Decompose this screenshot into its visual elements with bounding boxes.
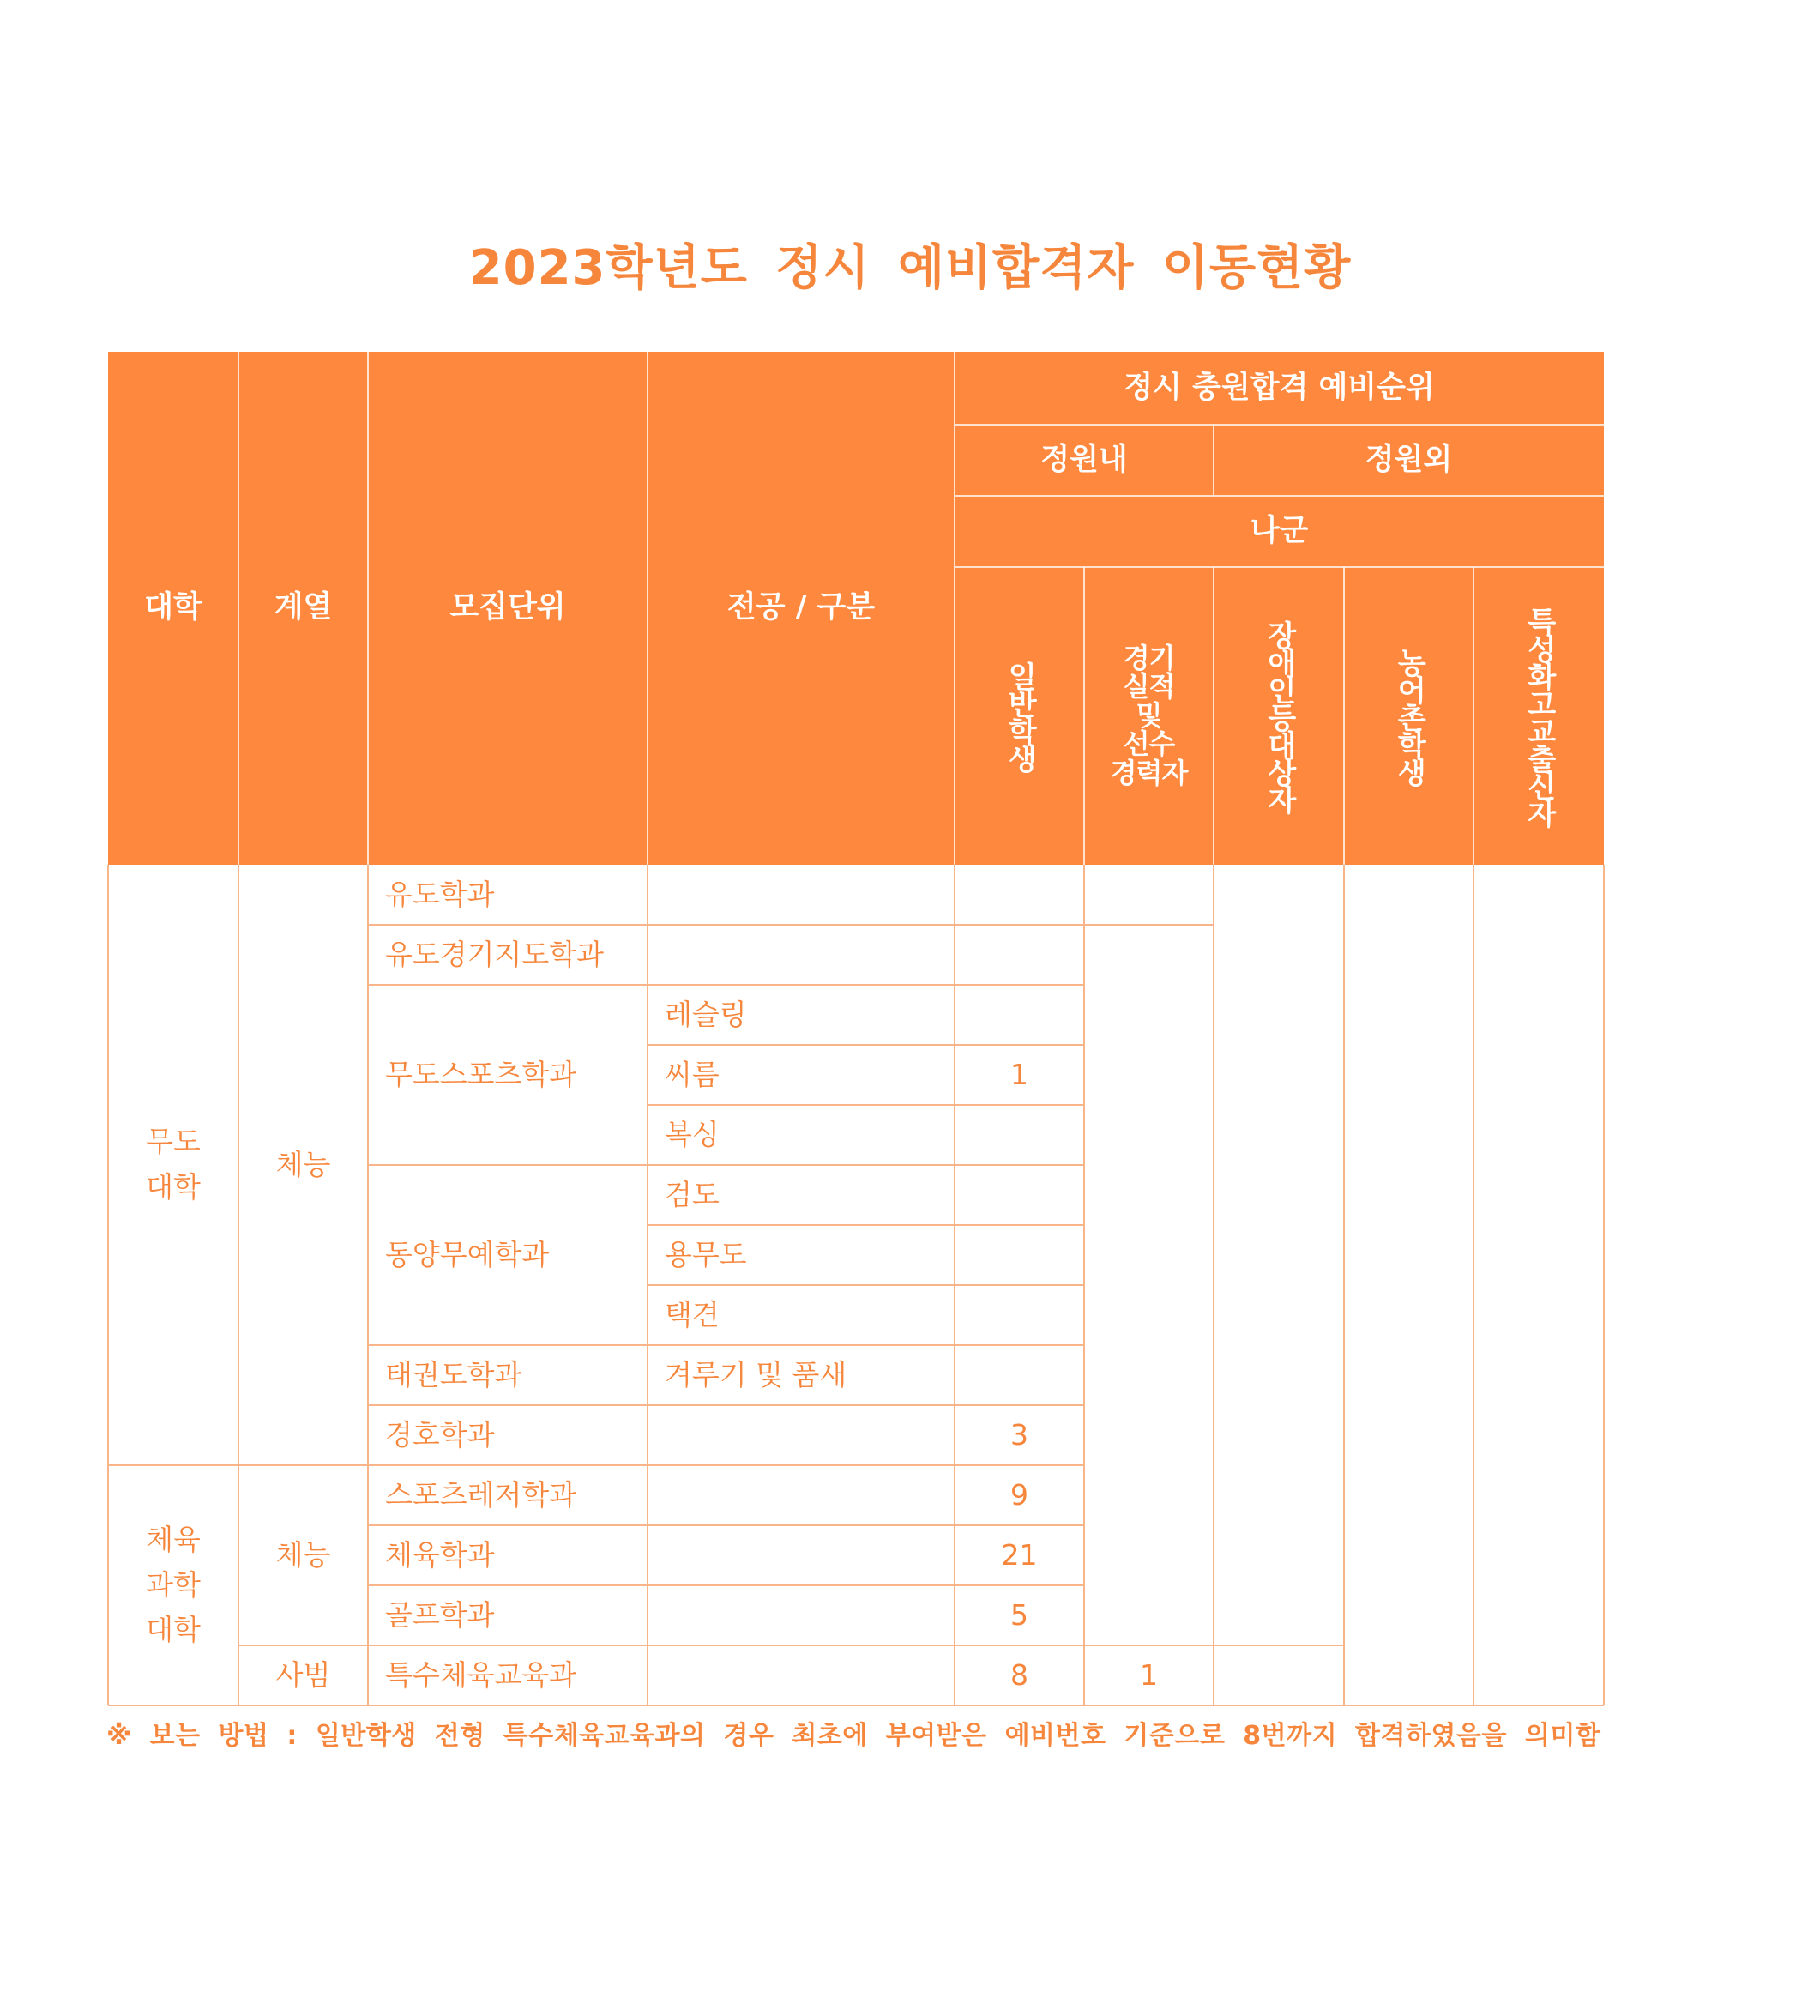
general-value [955,1225,1084,1285]
general-value: 3 [1010,1418,1028,1452]
college-cell: 체육 과학 대학 [146,1522,201,1647]
major-cell [648,1525,955,1585]
major-cell: 레슬링 [665,998,747,1032]
general-value: 9 [1010,1478,1028,1512]
general-value: 8 [1010,1658,1028,1693]
general-value [955,865,1084,925]
header-athlete: 경기 실적 및 선수 경력자 [1110,641,1188,789]
header-special-hs: 특성화고교출신자 [1522,606,1557,826]
header-rural: 농어촌학생 [1391,647,1426,785]
major-cell [648,865,955,925]
footnote: ※ 보는 방법 : 일반학생 전형 특수체육교육과의 경우 최초에 부여받은 예비번호 기준으로 8번까지 합격하였음을 의미함 [106,1721,1601,1751]
header-rank-group: 정시 충원합격 예비순위 [1124,370,1435,405]
general-value [955,1105,1084,1165]
header-unit: 모집단위 [449,590,566,625]
track-cell: 사범 [275,1658,331,1693]
major-cell: 용무도 [665,1238,747,1272]
general-value [955,985,1084,1045]
header-general: 일반학생 [1002,661,1037,771]
major-cell [648,1585,955,1645]
major-cell [648,1465,955,1525]
unit-cell: 특수체육교육과 [385,1658,577,1693]
major-cell: 검도 [665,1178,720,1212]
major-cell [648,1405,955,1465]
general-value [955,1165,1084,1225]
general-value [955,925,1084,985]
unit-cell: 스포츠레저학과 [385,1478,577,1512]
unit-cell: 태권도학과 [385,1358,522,1392]
major-cell: 겨루기 및 품새 [665,1358,847,1392]
unit-cell: 경호학과 [385,1418,495,1452]
unit-cell: 유도학과 [385,878,495,912]
unit-cell: 골프학과 [385,1598,495,1633]
unit-cell: 동양무예학과 [385,1238,550,1272]
college-cell: 무도 대학 [146,1125,201,1204]
header-major: 전공 / 구분 [726,590,876,625]
major-cell: 택견 [665,1298,720,1332]
general-value [955,1285,1084,1345]
track-cell: 체능 [275,1148,331,1182]
general-value: 21 [1001,1538,1038,1572]
athlete-value [1084,865,1214,925]
major-cell: 씨름 [665,1058,720,1092]
header-outside-quota: 정원외 [1365,442,1453,477]
general-value [955,1345,1084,1405]
athlete-value: 1 [1140,1658,1158,1693]
unit-cell: 유도경기지도학과 [385,938,605,972]
major-cell [648,925,955,985]
major-cell [648,1645,955,1705]
track-cell: 체능 [275,1538,331,1572]
page-title: 2023학년도 정시 예비합격자 이동현황 [468,240,1352,296]
header-track: 계열 [274,590,333,625]
general-value: 1 [1010,1058,1028,1092]
header-college: 대학 [144,590,202,625]
unit-cell: 체육학과 [385,1538,495,1572]
header-group-na: 나군 [1250,513,1309,548]
unit-cell: 무도스포츠학과 [385,1058,577,1092]
major-cell: 복싱 [665,1118,720,1152]
general-value: 5 [1010,1598,1028,1633]
header-disabled: 장애인등대상자 [1262,619,1297,812]
header-within-quota: 정원내 [1040,442,1128,477]
